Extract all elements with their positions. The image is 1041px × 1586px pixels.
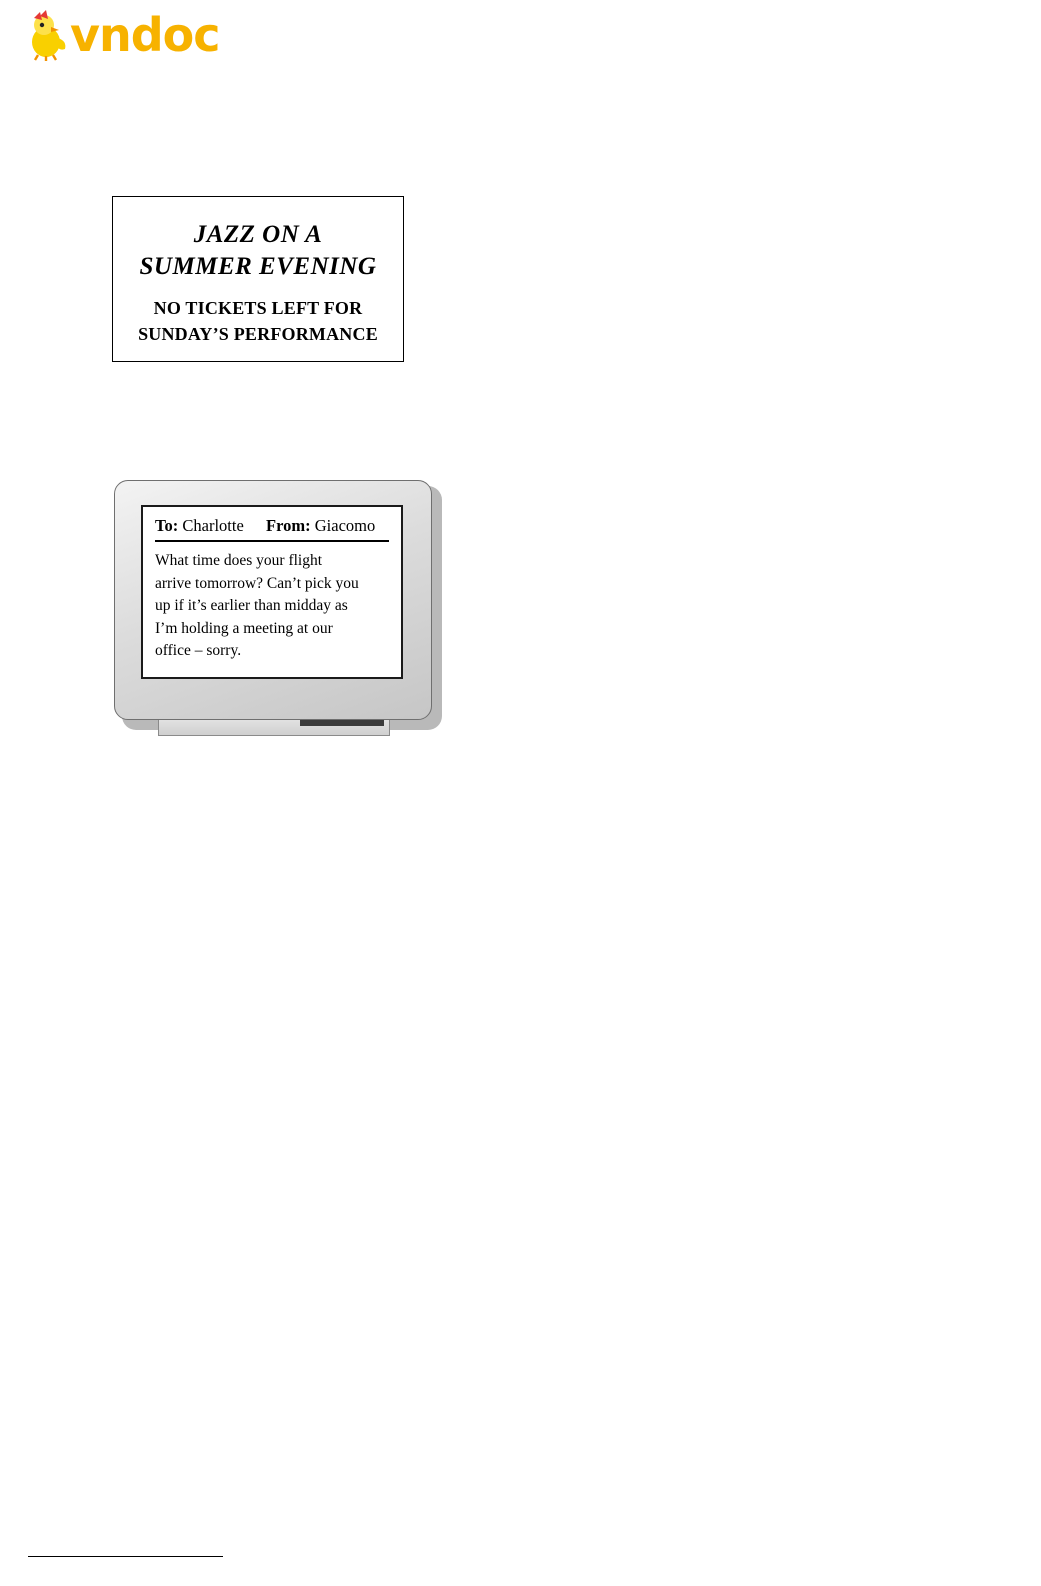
- jazz-notice-box: [112, 196, 404, 362]
- footnote-divider: [28, 1556, 223, 1557]
- monitor-screen: [141, 505, 403, 679]
- message-line: office – sorry.: [155, 642, 242, 659]
- to-label: To:: [155, 516, 179, 535]
- monitor-base-slot: [300, 720, 384, 726]
- message-header: [155, 516, 389, 536]
- message-line: up if it’s earlier than midday as: [155, 597, 348, 614]
- notice-subtitle: [113, 295, 403, 347]
- notice-sub-line2: SUNDAY’S PERFORMANCE: [138, 324, 378, 344]
- site-logo[interactable]: [8, 6, 238, 66]
- to-value: Charlotte: [182, 516, 244, 535]
- logo-wordmark: vndoc: [70, 8, 220, 62]
- notice-title-line1: JAZZ ON A: [193, 221, 323, 248]
- from-label: From:: [266, 516, 311, 535]
- message-line: arrive tomorrow? Can’t pick you: [155, 574, 359, 592]
- notice-title: [113, 219, 403, 283]
- computer-monitor: [112, 478, 442, 740]
- message-divider: [155, 540, 389, 542]
- notice-sub-line1: NO TICKETS LEFT FOR: [153, 298, 363, 318]
- message-line: I’m holding a meeting at our: [155, 619, 333, 637]
- message-line: What time does your flight: [155, 552, 323, 569]
- from-value: Giacomo: [314, 516, 376, 535]
- monitor-bezel: [114, 480, 432, 720]
- chick-mascot-icon: [20, 8, 74, 62]
- notice-title-line2: SUMMER EVENING: [139, 253, 377, 280]
- message-body: [155, 550, 389, 663]
